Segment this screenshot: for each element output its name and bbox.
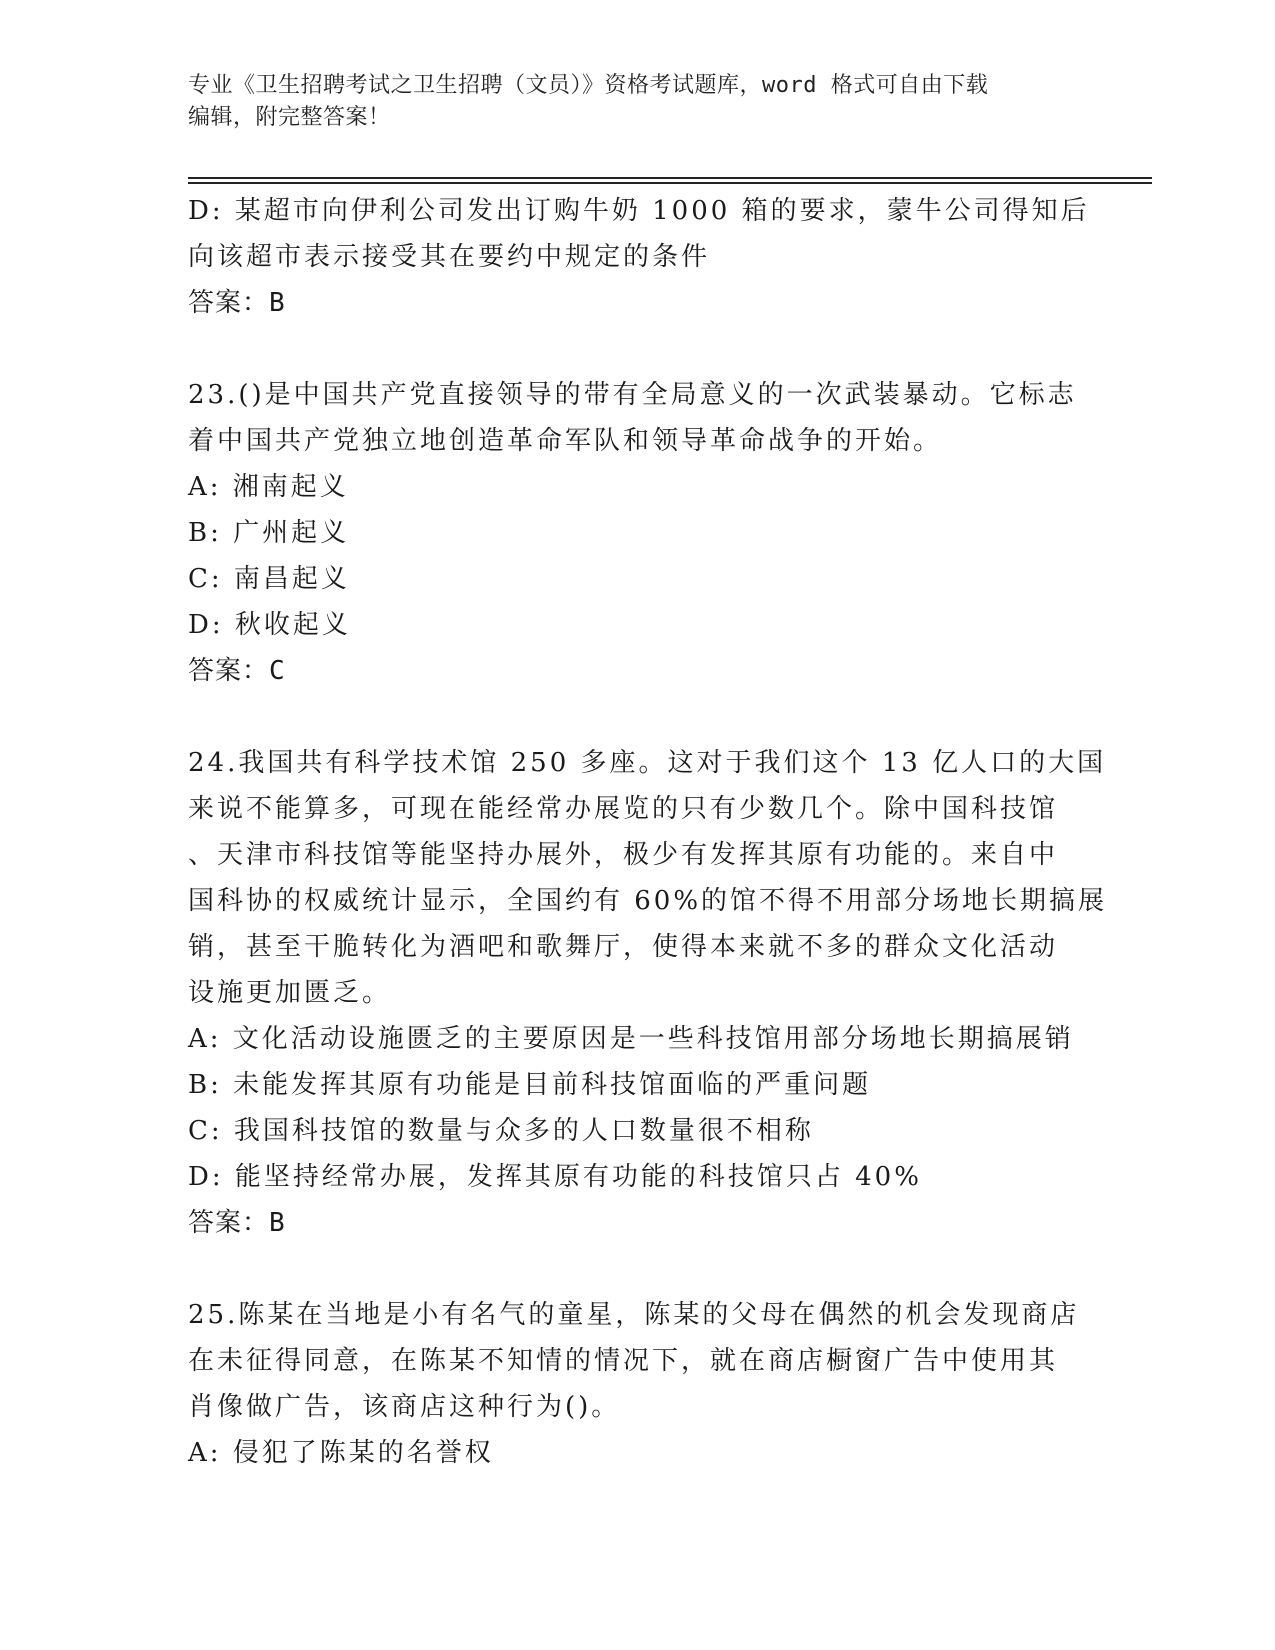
- q24-answer: 答案：B: [188, 1208, 286, 1238]
- q24-stem-line-3: 、天津市科技馆等能坚持办展外，极少有发挥其原有功能的。来自中: [188, 840, 1059, 870]
- q24-stem-line-1: 24.我国共有科学技术馆 250 多座。这对于我们这个 13 亿人口的大国: [188, 748, 1107, 778]
- q25-stem-line-2: 在未征得同意，在陈某不知情的情况下，就在商店橱窗广告中使用其: [188, 1346, 1059, 1376]
- q23-option-d: D: 秋收起义: [188, 610, 351, 640]
- q25-stem-line-1: 25.陈某在当地是小有名气的童星，陈某的父母在偶然的机会发现商店: [188, 1300, 1080, 1330]
- question-24-block: [188, 740, 1108, 1246]
- q23-answer: 答案：C: [188, 656, 286, 686]
- document-body: [188, 188, 1108, 1476]
- q24-option-b: B: 未能发挥其原有功能是目前科技馆面临的严重问题: [188, 1070, 872, 1100]
- q25-option-a: A: 侵犯了陈某的名誉权: [188, 1438, 494, 1468]
- q22-answer: 答案：B: [188, 288, 286, 318]
- question-25-block: [188, 1292, 1088, 1476]
- q24-option-d: D: 能坚持经常办展，发挥其原有功能的科技馆只占 40%: [188, 1162, 922, 1192]
- q24-stem-line-2: 来说不能算多，可现在能经常办展览的只有少数几个。除中国科技馆: [188, 794, 1059, 824]
- q24-option-c: C: 我国科技馆的数量与众多的人口数量很不相称: [188, 1116, 814, 1146]
- q23-stem-line-2: 着中国共产党独立地创造革命军队和领导革命战争的开始。: [188, 426, 943, 456]
- q22-option-d-line-1: D: 某超市向伊利公司发出订购牛奶 1000 箱的要求，蒙牛公司得知后: [188, 196, 1090, 226]
- q23-option-a: A: 湘南起义: [188, 472, 349, 502]
- header-line-2: 编辑，附完整答案！: [188, 105, 391, 130]
- q23-option-b: B: 广州起义: [188, 518, 350, 548]
- q24-stem-line-6: 设施更加匮乏。: [188, 978, 392, 1008]
- header-divider-top: [188, 177, 1152, 179]
- q24-stem-line-4: 国科协的权威统计显示，全国约有 60%的馆不得不用部分场地长期搞展: [188, 886, 1108, 916]
- question-22-block: [188, 188, 1088, 326]
- header-line-1: 专业《卫生招聘考试之卫生招聘（文员）》资格考试题库，word 格式可自由下载: [188, 73, 989, 98]
- header-divider-bottom: [188, 182, 1152, 184]
- q24-stem-line-5: 销，甚至干脆转化为酒吧和歌舞厅，使得本来就不多的群众文化活动: [188, 932, 1059, 962]
- document-header: [188, 70, 1088, 134]
- q23-stem-line-1: 23.()是中国共产党直接领导的带有全局意义的一次武装暴动。它标志: [188, 380, 1077, 410]
- q25-stem-line-3: 肖像做广告，该商店这种行为()。: [188, 1392, 621, 1422]
- q22-option-d-line-2: 向该超市表示接受其在要约中规定的条件: [188, 242, 711, 272]
- q24-option-a: A: 文化活动设施匮乏的主要原因是一些科技馆用部分场地长期搞展销: [188, 1024, 1074, 1054]
- question-23-block: [188, 372, 1088, 694]
- q23-option-c: C: 南昌起义: [188, 564, 350, 594]
